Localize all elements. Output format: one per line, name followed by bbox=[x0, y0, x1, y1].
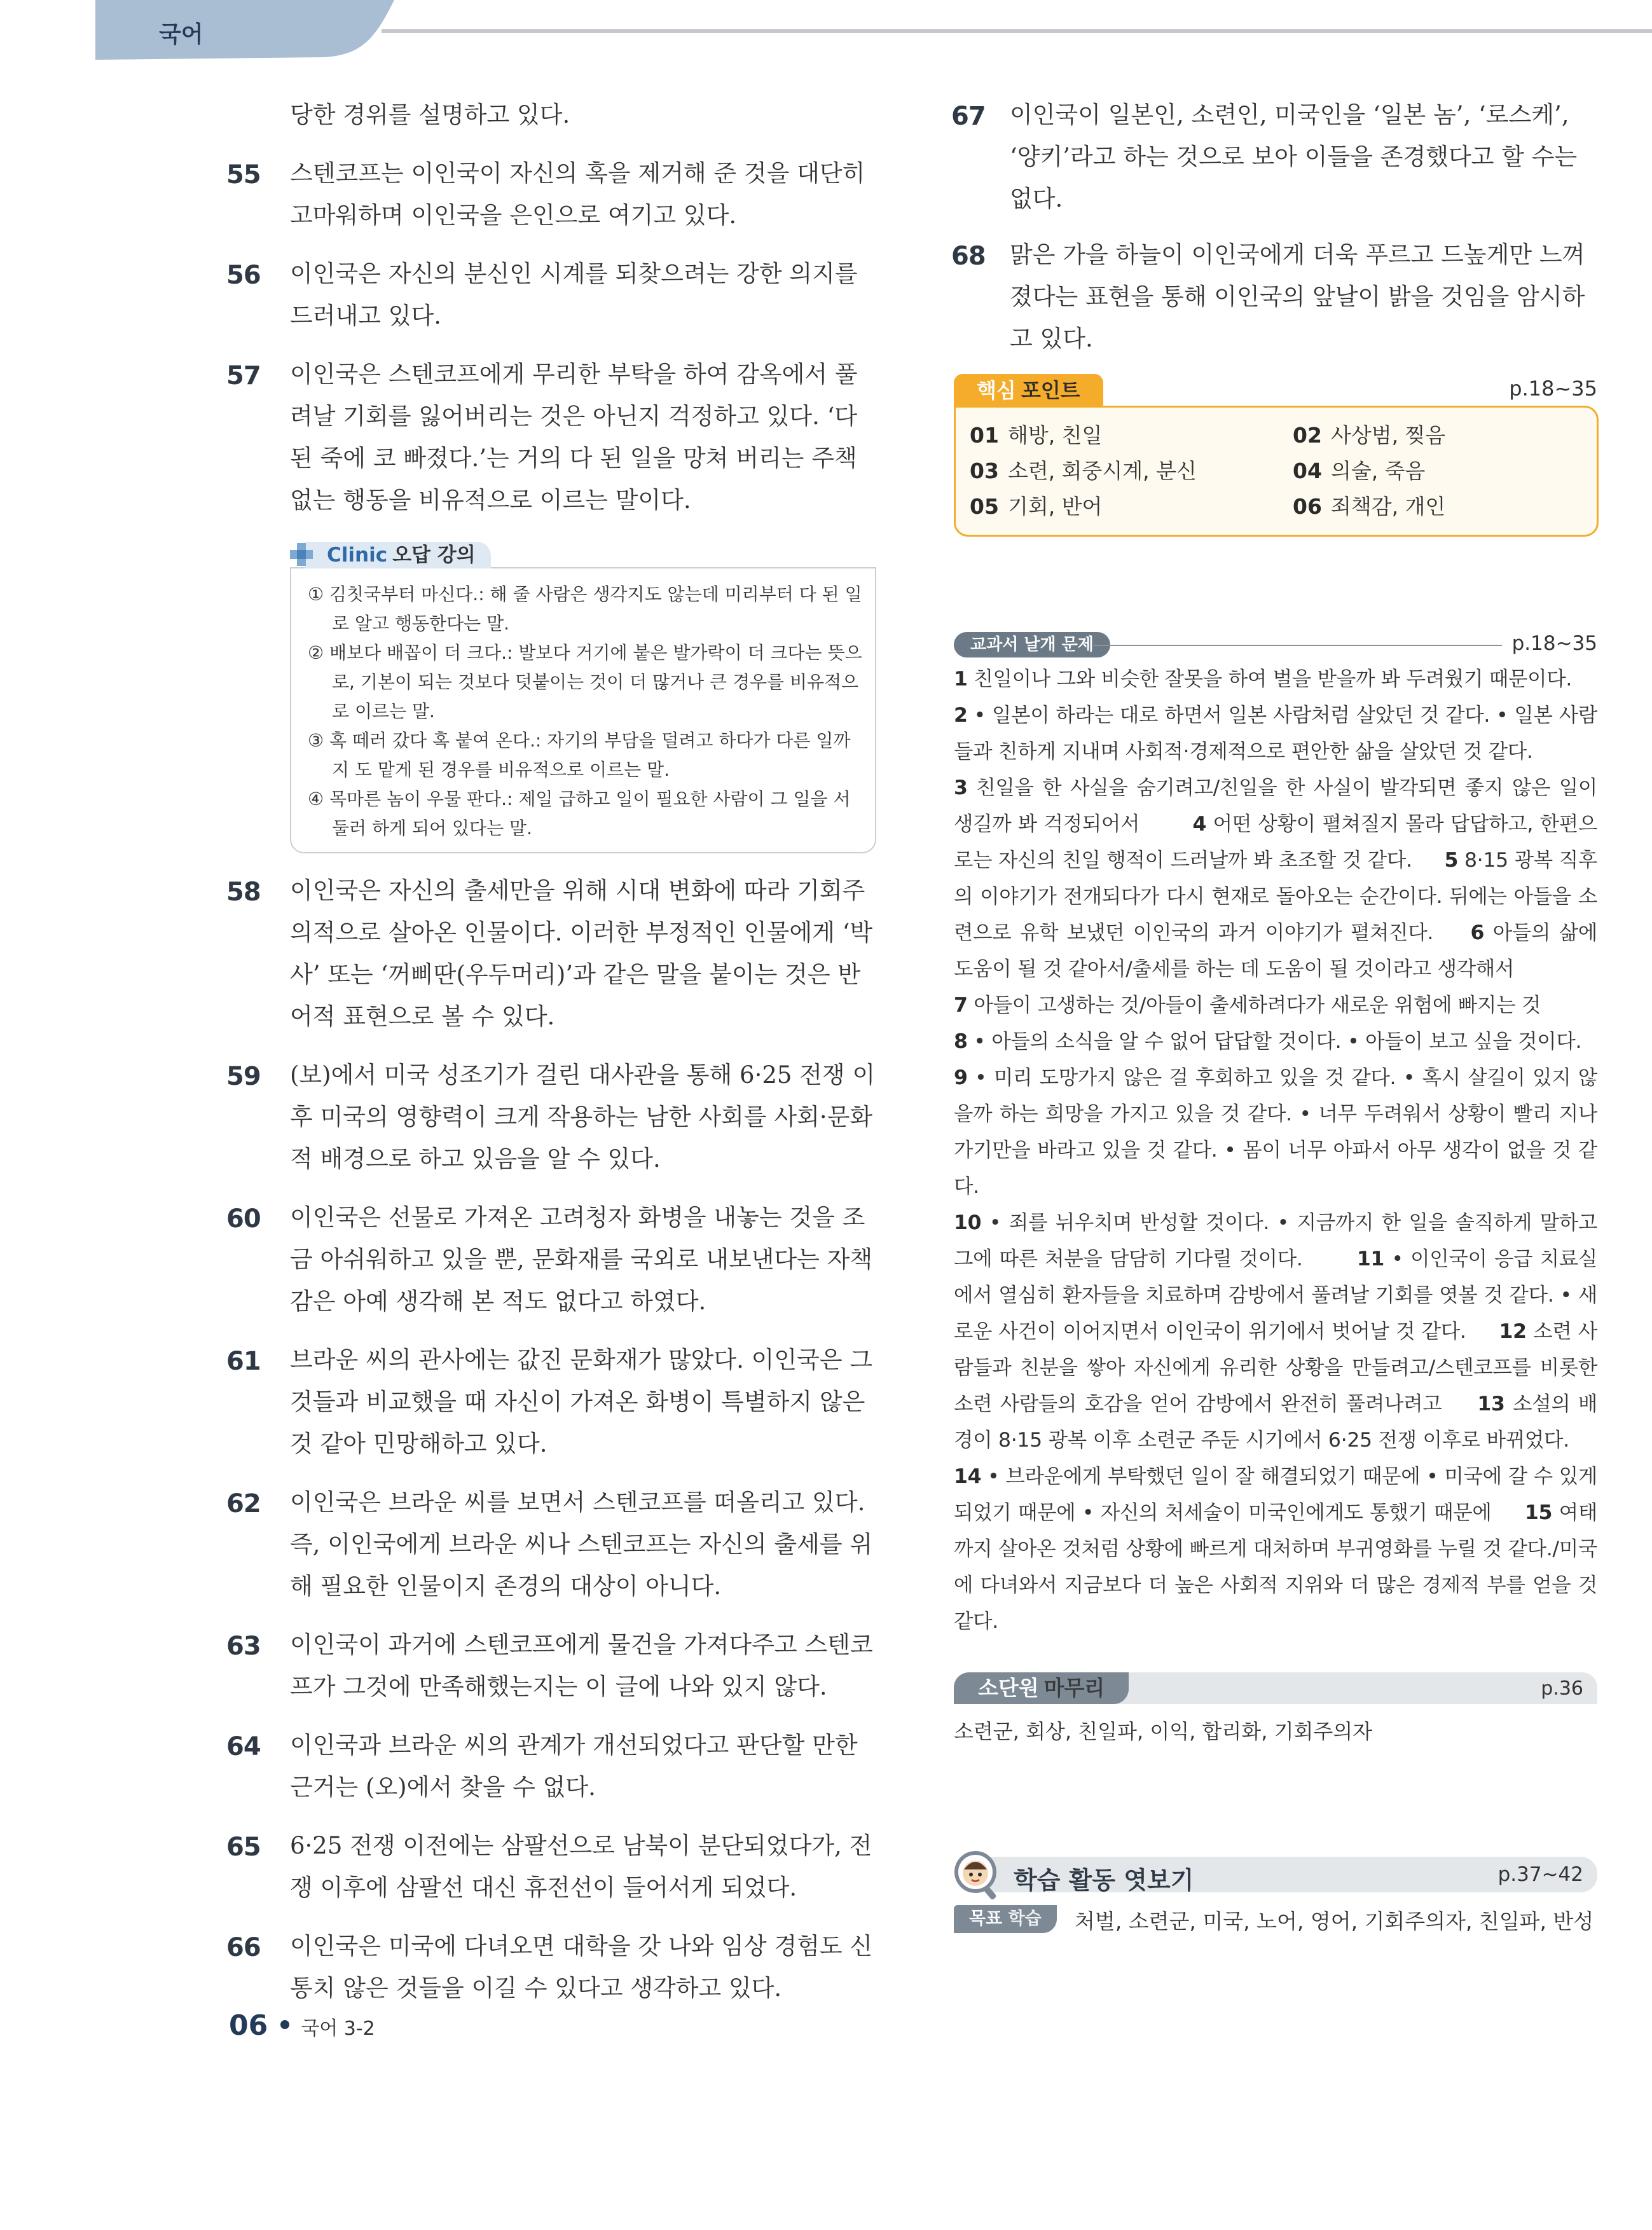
learning-goal-answers: 처벌, 소련군, 미국, 노어, 영어, 기회주의자, 친일파, 반성 bbox=[1075, 1909, 1594, 1934]
header-tab bbox=[95, 0, 394, 60]
answer-item bbox=[226, 153, 878, 237]
wing-answer-number: 9 bbox=[954, 1066, 968, 1089]
answer-text: 이인국은 자신의 출세만을 위해 시대 변화에 따라 기회주의적으로 살아온 인물이다. 이러한 부정적인 인물에게 ‘박사’ 또는 ‘꺼삐딴(우두머리)’과 같은 말을 붙이는 것은 반어적 표현으로 볼 수 있다. bbox=[290, 877, 873, 1030]
answer-text: 브라운 씨의 관사에는 값진 문화재가 많았다. 이인국은 그것들과 비교했을 때 자신이 가져온 화병이 특별하지 않은 것 같아 민망해하고 있다. bbox=[290, 1346, 873, 1457]
wing-answer bbox=[954, 1030, 1581, 1053]
clinic-body bbox=[290, 567, 876, 853]
answer-item bbox=[226, 253, 878, 337]
answer-number: 60 bbox=[226, 1204, 261, 1234]
answer-number: 62 bbox=[226, 1489, 261, 1518]
clinic-item: ② 배보다 배꼽이 더 크다.: 발보다 거기에 붙은 발가락이 더 크다는 뜻으로, 기본이 되는 것보다 덧붙이는 것이 더 많거나 큰 경우를 비유적으로 이르는 말. bbox=[308, 642, 862, 722]
key-point-answer: 소련, 회중시계, 분신 bbox=[1007, 458, 1197, 483]
wing-answer-text: 아들이 고생하는 것/아들이 출세하려다가 새로운 위험에 빠지는 것 bbox=[974, 994, 1541, 1017]
wing-answer-number: 10 bbox=[954, 1211, 982, 1234]
key-point-number: 06 bbox=[1293, 494, 1322, 519]
wing-answer-text: 소설의 배경이 8·15 광복 이후 소련군 주둔 시기에서 6·25 전쟁 이후로 바뀌었다. bbox=[954, 1393, 1597, 1452]
unit-wrap-up-bar bbox=[954, 1672, 1597, 1704]
wing-answer-text: • 미리 도망가지 않은 걸 후회하고 있을 것 같다. • 혹시 살길이 있지 않을까 하는 희망을 가지고 있을 것 같다. • 너무 두려워서 상황이 빨리 지나가기만을 바라고 있을 것 같다. • 몸이 너무 아파서 아무 생각이 없을 것 같다. bbox=[954, 1066, 1597, 1198]
answer-text: (보)에서 미국 성조기가 걸린 대사관을 통해 6·25 전쟁 이후 미국의 영향력이 크게 작용하는 남한 사회를 사회·문화적 배경으로 하고 있음을 알 수 있다. bbox=[290, 1061, 876, 1173]
answer-text: 맑은 가을 하늘이 이인국에게 더욱 푸르고 드높게만 느껴졌다는 표현을 통해 이인국의 앞날이 밝을 것임을 암시하고 있다. bbox=[1010, 241, 1585, 352]
key-point-page: p.18~35 bbox=[1509, 376, 1597, 401]
wing-answer-number: 15 bbox=[1524, 1501, 1553, 1524]
wing-answer-text: • 브라운에게 부탁했던 일이 잘 해결되었기 때문에 • 미국에 갈 수 있게 되었기 때문에 • 자신의 처세술이 미국인에게도 통했기 때문에 bbox=[954, 1465, 1598, 1524]
textbook-wing-rule bbox=[1094, 645, 1502, 646]
answer-text: 이인국이 과거에 스텐코프에게 물건을 가져다주고 스텐코프가 그것에 만족해했는지는 이 글에 나와 있지 않다. bbox=[290, 1631, 873, 1700]
wing-answer-text: 8·15 광복 직후의 이야기가 전개되다가 다시 현재로 돌아오는 순간이다. 뒤에는 아들을 소련으로 유학 보냈던 이인국의 과거 이야기가 펼쳐진다. bbox=[954, 849, 1597, 944]
wing-answer-number: 2 bbox=[954, 704, 968, 727]
answer-number: 63 bbox=[226, 1632, 261, 1661]
key-point-number: 02 bbox=[1293, 423, 1322, 448]
wing-answer bbox=[954, 1066, 1597, 1198]
wing-answer-text: 소련 사람들과 친분을 쌓아 자신에게 유리한 상황을 만들려고/스텐코프를 비롯한 소련 사람들의 호감을 얻어 감방에서 완전히 풀려나려고 bbox=[954, 1320, 1597, 1415]
answer-number: 61 bbox=[226, 1347, 261, 1376]
wing-answer-text: 어떤 상황이 펼쳐질지 몰라 답답하고, 한편으로는 자신의 친일 행적이 드러날까 봐 초조할 것 같다. bbox=[954, 813, 1598, 872]
learning-activity-page: p.37~42 bbox=[1497, 1863, 1583, 1886]
learning-activity-row bbox=[954, 1904, 1597, 1934]
answer-item bbox=[951, 94, 1597, 220]
key-point-answer: 의술, 죽음 bbox=[1330, 458, 1426, 483]
learning-activity-title: 학습 활동 엿보기 bbox=[1014, 1866, 1194, 1894]
answer-item bbox=[226, 1339, 878, 1465]
answer-list-c bbox=[951, 94, 1597, 360]
wing-answer-number: 6 bbox=[1470, 921, 1485, 944]
answer-number: 57 bbox=[226, 361, 261, 390]
wing-answer-text: 친일이나 그와 비슷한 잘못을 하여 벌을 받을까 봐 두려웠기 때문이다. bbox=[974, 668, 1573, 691]
textbook-wing-title: 교과서 날개 문제 bbox=[954, 632, 1110, 657]
answer-list-b bbox=[226, 870, 878, 2009]
clinic-item: ④ 목마른 놈이 우물 판다.: 제일 급하고 일이 필요한 사람이 그 일을 서둘러 하게 되어 있다는 말. bbox=[308, 788, 851, 839]
wing-answer bbox=[954, 994, 1541, 1017]
answer-number: 64 bbox=[226, 1732, 261, 1761]
key-point-answer: 기회, 반어 bbox=[1007, 494, 1103, 519]
answer-text: 이인국이 일본인, 소련인, 미국인을 ‘일본 놈’, ‘로스케’, ‘양키’라고 하는 것으로 보아 이들을 존경했다고 할 수는 없다. bbox=[1010, 101, 1578, 212]
key-point-cell bbox=[970, 490, 1102, 520]
right-column bbox=[951, 94, 1597, 374]
unit-wrap-up-answers: 소련군, 회상, 친일파, 이익, 합리화, 기회주의자 bbox=[954, 1719, 1373, 1744]
wing-answer-text: • 일본이 하라는 대로 하면서 일본 사람처럼 살았던 것 같다. • 일본 사람들과 친하게 지내며 사회적·경제적으로 편안한 삶을 살았던 것 같다. bbox=[954, 704, 1597, 763]
wing-answer-number: 7 bbox=[954, 994, 968, 1017]
answer-item bbox=[226, 1197, 878, 1323]
textbook-wing-header bbox=[954, 630, 1597, 661]
answer-text: 스텐코프는 이인국이 자신의 혹을 제거해 준 것을 대단히 고마워하며 이인국을 은인으로 여기고 있다. bbox=[290, 160, 865, 229]
textbook-wing-answers bbox=[954, 661, 1597, 1640]
key-point-cell bbox=[970, 455, 1197, 485]
page-number: 06 bbox=[229, 2009, 268, 2042]
clinic-title: Clinic bbox=[327, 544, 388, 567]
answer-text: 이인국은 선물로 가져온 고려청자 화병을 내놓는 것을 조금 아쉬워하고 있을 뿐, 문화재를 국외로 내보낸다는 자책감은 아예 생각해 본 적도 없다고 하였다. bbox=[290, 1204, 873, 1315]
wing-answer-number: 8 bbox=[954, 1030, 968, 1053]
answer-item bbox=[226, 1825, 878, 1909]
textbook-wing-section bbox=[954, 630, 1597, 1640]
answer-item bbox=[226, 1054, 878, 1180]
clinic-subtitle: 오답 강의 bbox=[392, 544, 476, 567]
learning-goal-badge-a: 목표 bbox=[969, 1909, 1003, 1929]
clinic-header bbox=[290, 539, 876, 568]
clinic-box bbox=[290, 539, 876, 853]
footer-dot bbox=[280, 2020, 289, 2029]
key-point-number: 01 bbox=[970, 423, 999, 448]
wing-answer bbox=[954, 704, 1597, 763]
answer-number: 67 bbox=[951, 102, 986, 131]
left-column bbox=[226, 94, 878, 2009]
answer-list-a bbox=[226, 153, 878, 521]
key-point-answer: 죄책감, 개인 bbox=[1330, 494, 1446, 519]
answer-number: 68 bbox=[951, 242, 986, 271]
learning-goal-badge-b: 학습 bbox=[1008, 1909, 1042, 1929]
book-title: 국어 3-2 bbox=[301, 2018, 375, 2040]
key-point-cell bbox=[970, 419, 1102, 449]
answer-item bbox=[226, 1724, 878, 1808]
wing-answer-number: 14 bbox=[954, 1465, 982, 1488]
key-point-cell bbox=[1293, 490, 1445, 520]
unit-wrap-up-tab bbox=[954, 1672, 1129, 1704]
answer-number: 58 bbox=[226, 878, 261, 907]
key-point-title-b: 포인트 bbox=[1021, 378, 1080, 403]
wing-answer-number: 1 bbox=[954, 668, 968, 691]
answer-text: 이인국은 미국에 다녀오면 대학을 갓 나와 임상 경험도 신통치 않은 것들을 이길 수 있다고 생각하고 있다. bbox=[290, 1932, 873, 2002]
learning-activity-section bbox=[954, 1857, 1597, 1934]
key-point-number: 03 bbox=[970, 458, 999, 483]
wing-answer-number: 3 bbox=[954, 776, 968, 799]
answer-text: 이인국은 자신의 분신인 시계를 되찾으려는 강한 의지를 드러내고 있다. bbox=[290, 260, 858, 329]
unit-wrap-up-title-b: 마무리 bbox=[1043, 1676, 1105, 1700]
key-point-box bbox=[954, 406, 1599, 537]
answer-item bbox=[226, 1925, 878, 2009]
wing-answer-number: 4 bbox=[1192, 813, 1207, 836]
answer-text: 이인국은 브라운 씨를 보면서 스텐코프를 떠올리고 있다. 즉, 이인국에게 브라운 씨나 스텐코프는 자신의 출세를 위해 필요한 인물이지 존경의 대상이 아니다. bbox=[290, 1489, 873, 1600]
wing-answer-number: 12 bbox=[1499, 1320, 1527, 1343]
answer-item bbox=[951, 234, 1597, 360]
key-point-number: 04 bbox=[1293, 458, 1322, 483]
key-point-cell bbox=[1293, 419, 1445, 449]
key-point-tab bbox=[954, 374, 1103, 407]
key-point-answer: 해방, 친일 bbox=[1007, 423, 1103, 448]
wing-answer-number: 11 bbox=[1356, 1248, 1385, 1270]
header-tab-shape bbox=[95, 0, 394, 60]
continued-answer-text: 당한 경위를 설명하고 있다. bbox=[290, 101, 570, 128]
wing-answer-number: 13 bbox=[1477, 1393, 1505, 1415]
answer-number: 59 bbox=[226, 1062, 261, 1091]
clinic-item: ③ 혹 떼러 갔다 혹 붙여 온다.: 자기의 부담을 덜려고 하다가 다른 일까지 도 맡게 된 경우를 비유적으로 이르는 말. bbox=[308, 730, 851, 780]
wing-answer bbox=[954, 1465, 1597, 1524]
learning-goal-badge bbox=[954, 1905, 1057, 1933]
wing-answer-text: • 아들의 소식을 알 수 없어 답답할 것이다. • 아들이 보고 싶을 것이다. bbox=[974, 1030, 1582, 1053]
key-point-title: 핵심 bbox=[977, 378, 1016, 403]
plus-icon bbox=[289, 542, 314, 567]
answer-number: 56 bbox=[226, 261, 261, 290]
wing-answer-text: • 죄를 뉘우치며 반성할 것이다. • 지금까지 한 일을 솔직하게 말하고 그에 따른 처분을 담담히 기다릴 것이다. bbox=[954, 1211, 1597, 1270]
answer-item bbox=[226, 1482, 878, 1607]
wing-answer bbox=[954, 668, 1572, 691]
unit-wrap-up-title: 소단원 bbox=[978, 1676, 1039, 1700]
wing-answer-text: • 이인국이 응급 치료실에서 열심히 환자들을 치료하며 감방에서 풀려날 기회를 엿볼 것 같다. • 새로운 사건이 이어지면서 이인국이 위기에서 벗어날 것 같다. bbox=[954, 1248, 1597, 1343]
clinic-tab bbox=[305, 542, 491, 568]
key-point-cell bbox=[1293, 455, 1425, 485]
answer-item bbox=[226, 1624, 878, 1708]
answer-item bbox=[226, 354, 878, 521]
answer-number: 65 bbox=[226, 1833, 261, 1862]
key-point-number: 05 bbox=[970, 494, 999, 519]
answer-text: 이인국과 브라운 씨의 관계가 개선되었다고 판단할 만한 근거는 (오)에서 찾을 수 없다. bbox=[290, 1731, 858, 1801]
learning-activity-bar bbox=[973, 1857, 1597, 1892]
answer-text: 6·25 전쟁 이전에는 삼팔선으로 남북이 분단되었다가, 전쟁 이후에 삼팔선 대신 휴전선이 들어서게 되었다. bbox=[290, 1832, 872, 1901]
magnifier-character-icon bbox=[950, 1848, 1003, 1901]
header-rule bbox=[382, 29, 1652, 33]
wing-answer-text: 아들의 삶에 도움이 될 것 같아서/출세를 하는 데 도움이 될 것이라고 생각해서 bbox=[954, 921, 1597, 981]
answer-text: 이인국은 스텐코프에게 무리한 부탁을 하여 감옥에서 풀려날 기회를 잃어버리는 것은 아닌지 걱정하고 있다. ‘다 된 죽에 코 빠졌다.’는 거의 다 된 일을 망쳐 버리는 주책없는 행동을 비유적으로 이르는 말이다. bbox=[290, 361, 858, 514]
wing-answer-number: 5 bbox=[1444, 849, 1459, 872]
clinic-item: ① 김칫국부터 마신다.: 해 줄 사람은 생각지도 않는데 미리부터 다 된 일로 알고 행동한다는 말. bbox=[308, 584, 862, 634]
answer-item bbox=[226, 870, 878, 1038]
unit-wrap-up-page: p.36 bbox=[1541, 1677, 1583, 1700]
textbook-wing-page: p.18~35 bbox=[1511, 632, 1597, 655]
wing-answer-text: 여태까지 살아온 것처럼 상황에 빠르게 대처하며 부귀영화를 누릴 것 같다./미국에 다녀와서 지금보다 더 높은 사회적 지위와 더 많은 경제적 부를 얻을 것 같다. bbox=[954, 1501, 1597, 1633]
answer-number: 66 bbox=[226, 1933, 261, 1962]
wing-answer-text: 친일을 한 사실을 숨기려고/친일을 한 사실이 발각되면 좋지 않은 일이 생길까 봐 걱정되어서 bbox=[954, 776, 1597, 836]
key-point-answer: 사상범, 찢음 bbox=[1330, 423, 1446, 448]
unit-wrap-up-section bbox=[954, 1672, 1597, 1745]
page-footer bbox=[229, 2009, 375, 2042]
subject-label: 국어 bbox=[159, 22, 203, 48]
answer-number: 55 bbox=[226, 160, 261, 189]
